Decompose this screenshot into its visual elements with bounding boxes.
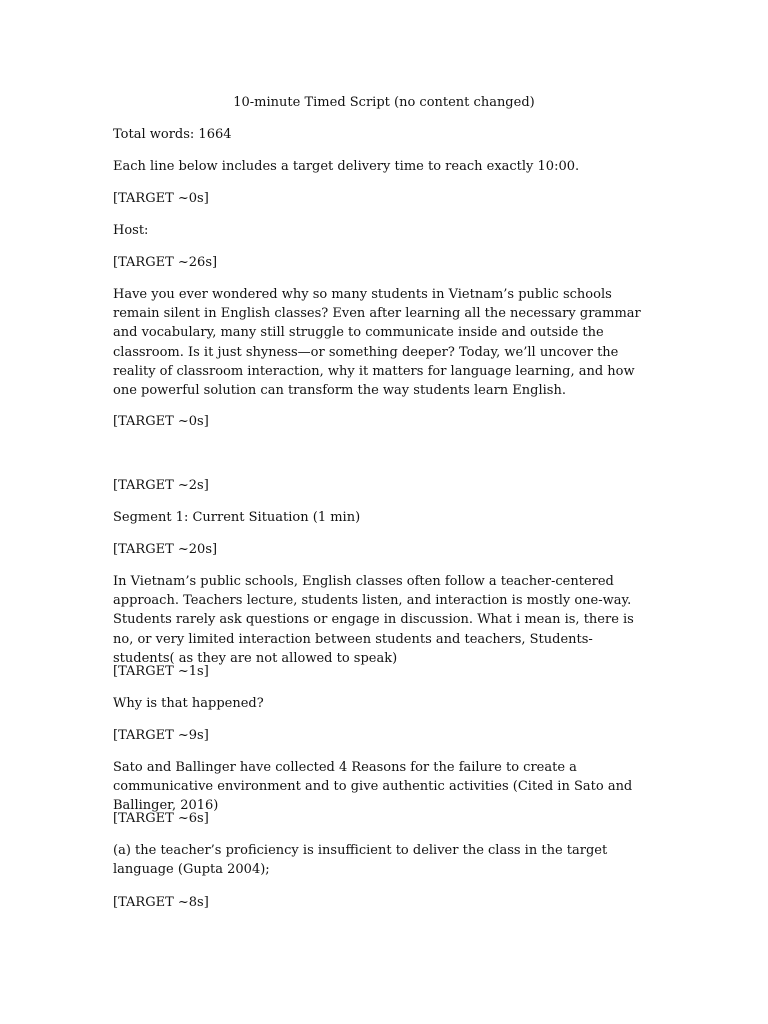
target-marker: [TARGET ~0s] (113, 414, 209, 429)
document-title: 10-minute Timed Script (no content changed) (233, 95, 535, 110)
target-marker: [TARGET ~2s] (113, 478, 209, 493)
target-marker: [TARGET ~1s] (113, 664, 209, 679)
paragraph-reasons: Sato and Ballinger have collected 4 Reasons for the failure to create a communicative environment and to give authentic activities (Cited in Sato and Ballinger, 2016) (113, 760, 633, 814)
paragraph-reason-a: (a) the teacher’s proficiency is insufficient to deliver the class in the target language (Gupta 2004); (113, 843, 608, 878)
speaker-label: Host: (113, 223, 149, 238)
target-marker: [TARGET ~6s] (113, 811, 209, 826)
target-marker: [TARGET ~0s] (113, 191, 209, 206)
target-marker: [TARGET ~20s] (113, 542, 218, 557)
intro-text: Each line below includes a target delivery time to reach exactly 10:00. (113, 159, 580, 174)
target-marker: [TARGET ~26s] (113, 255, 218, 270)
paragraph-intro: Have you ever wondered why so many students in Vietnam’s public schools remain silent in English classes? Even after learning all the necessary grammar and vocabulary, many still struggle to communicate inside and outside the classroom. Is it just shyness—or something deeper? Today, we’ll uncover the reality of classroom interaction, why it matters for language learning, and how one powerful solution can transform the way students learn English. (113, 287, 641, 399)
paragraph-situation: In Vietnam’s public schools, English classes often follow a teacher-centered approach. Teachers lecture, students listen, and interaction is mostly one-way. Students rarely ask questions or engage in discussion. What i mean is, there is no, or very limited interaction between students and teachers, Students- students( as they are not allowed to speak) (113, 574, 634, 666)
target-marker: [TARGET ~8s] (113, 895, 209, 910)
target-marker: [TARGET ~9s] (113, 728, 209, 743)
question-text: Why is that happened? (113, 696, 264, 711)
segment-heading: Segment 1: Current Situation (1 min) (113, 510, 361, 525)
total-words: Total words: 1664 (113, 127, 232, 142)
